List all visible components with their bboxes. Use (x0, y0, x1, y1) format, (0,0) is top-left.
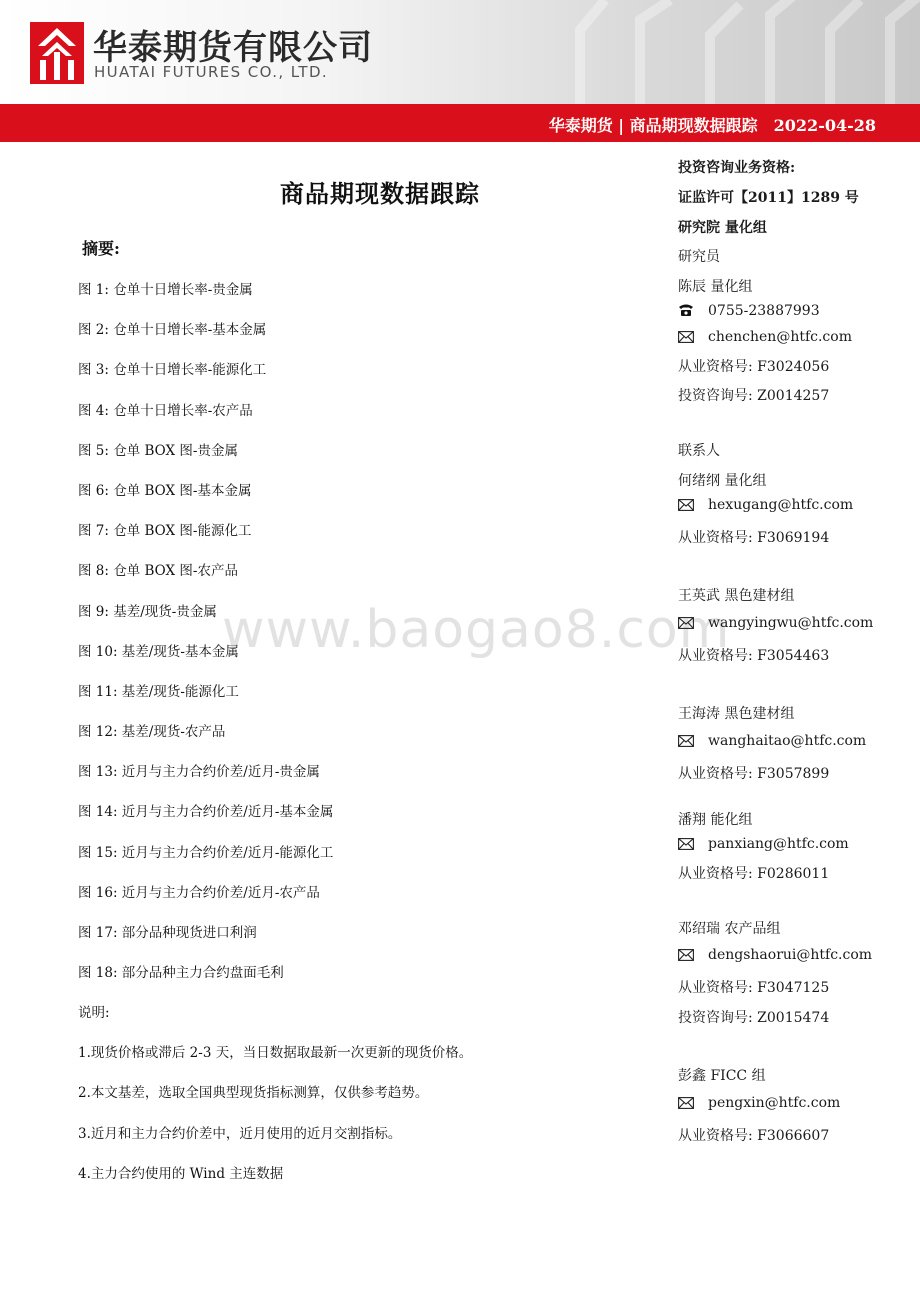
email-address[interactable]: pengxin@htfc.com (708, 1095, 841, 1111)
contact-name: 邓绍瑞 农产品组 (678, 921, 781, 937)
qualification-label: 投资咨询业务资格: (678, 160, 796, 176)
notes-heading: 说明: (78, 1005, 110, 1021)
email-address[interactable]: hexugang@htfc.com (708, 497, 854, 513)
contact-cert: 从业资格号: F3066607 (678, 1128, 830, 1144)
contact-name: 彭鑫 FICC 组 (678, 1068, 766, 1084)
title-bar (0, 104, 920, 142)
figure-list-item: 图 18: 部分品种主力合约盘面毛利 (78, 965, 284, 982)
note-item: 2.本文基差，选取全国典型现货指标测算，仅供参考趋势。 (78, 1085, 429, 1102)
document-title: 商品期现数据跟踪 (280, 179, 480, 208)
email-icon (678, 331, 696, 343)
email-address[interactable]: chenchen@htfc.com (708, 329, 852, 345)
contact-email[interactable] (678, 947, 872, 963)
header-decoration (560, 0, 920, 104)
figure-list-item: 图 15: 近月与主力合约价差/近月-能源化工 (78, 844, 334, 861)
figure-list (78, 280, 638, 1003)
figure-list-item: 图 7: 仓单 BOX 图-能源化工 (78, 523, 252, 540)
researcher-phone (678, 303, 820, 319)
summary-heading: 摘要: (82, 239, 120, 258)
report-date: 2022-04-28 (773, 116, 876, 135)
department: 研究院 量化组 (678, 220, 767, 236)
contact-name: 潘翔 能化组 (678, 812, 753, 828)
researcher-email[interactable] (678, 329, 852, 345)
figure-list-item: 图 3: 仓单十日增长率-能源化工 (78, 362, 267, 379)
contact-label: 联系人 (678, 443, 720, 459)
contact-cert: 从业资格号: F3054463 (678, 648, 830, 664)
figure-list-item: 图 9: 基差/现货-贵金属 (78, 603, 217, 620)
contact-email[interactable] (678, 497, 853, 513)
page-header (0, 0, 920, 104)
email-address[interactable]: dengshaorui@htfc.com (708, 947, 873, 963)
figure-list-item: 图 17: 部分品种现货进口利润 (78, 925, 257, 941)
figure-list-item: 图 10: 基差/现货-基本金属 (78, 643, 239, 660)
figure-list-item: 图 4: 仓单十日增长率-农产品 (78, 402, 253, 419)
contact-email[interactable] (678, 1095, 840, 1111)
bar-title: 华泰期货 | 商品期现数据跟踪 (548, 116, 758, 135)
contact-cert: 从业资格号: F3047125 (678, 980, 830, 996)
researcher-cert: 从业资格号: F3024056 (678, 359, 830, 375)
figure-list-item: 图 13: 近月与主力合约价差/近月-贵金属 (78, 764, 320, 781)
note-item: 3.近月和主力合约价差中，近月使用的近月交割指标。 (78, 1125, 402, 1142)
phone-icon (678, 303, 696, 317)
contact-email[interactable] (678, 615, 873, 631)
figure-list-item: 图 8: 仓单 BOX 图-农产品 (78, 563, 238, 580)
email-icon (678, 1097, 696, 1109)
huatai-logo-icon (30, 22, 84, 84)
email-address[interactable]: panxiang@htfc.com (708, 836, 849, 852)
license-number: 证监许可【2011】1289 号 (678, 190, 859, 206)
researcher-label: 研究员 (678, 249, 720, 265)
figure-list-item: 图 16: 近月与主力合约价差/近月-农产品 (78, 884, 320, 901)
email-icon (678, 499, 696, 511)
contact-cert: 从业资格号: F3057899 (678, 766, 830, 782)
contact-cert: 从业资格号: F0286011 (678, 866, 830, 882)
contact-email[interactable] (678, 733, 866, 749)
contact-email[interactable] (678, 836, 849, 852)
title-bar-text (549, 113, 876, 136)
figure-list-item: 图 2: 仓单十日增长率-基本金属 (78, 322, 267, 339)
figure-list-item: 图 11: 基差/现货-能源化工 (78, 683, 239, 700)
researcher-advisory: 投资咨询号: Z0014257 (678, 388, 830, 404)
brand-name-cn: 华泰期货有限公司 (93, 28, 373, 68)
figure-list-item: 图 5: 仓单 BOX 图-贵金属 (78, 442, 238, 459)
notes-section (78, 1003, 648, 1204)
watermark: www.baogao8.com (222, 600, 731, 660)
contact-name: 王英武 黑色建材组 (678, 588, 795, 604)
figure-list-item: 图 12: 基差/现货-农产品 (78, 724, 226, 741)
email-icon (678, 735, 696, 747)
figure-list-item: 图 1: 仓单十日增长率-贵金属 (78, 282, 253, 298)
email-address[interactable]: wangyingwu@htfc.com (708, 615, 874, 631)
phone-number: 0755-23887993 (708, 303, 820, 319)
email-icon (678, 838, 696, 850)
brand-name-en: HUATAI FUTURES CO., LTD. (94, 63, 329, 81)
email-icon (678, 949, 696, 961)
contact-advisory: 投资咨询号: Z0015474 (678, 1010, 830, 1026)
note-item: 1.现货价格或滞后 2-3 天，当日数据取最新一次更新的现货价格。 (78, 1045, 473, 1062)
contact-name: 何绪纲 量化组 (678, 473, 767, 489)
note-item: 4.主力合约使用的 Wind 主连数据 (78, 1165, 284, 1182)
email-icon (678, 617, 696, 629)
contact-name: 王海涛 黑色建材组 (678, 706, 795, 722)
researcher-name: 陈辰 量化组 (678, 279, 753, 295)
email-address[interactable]: wanghaitao@htfc.com (708, 733, 867, 749)
figure-list-item: 图 6: 仓单 BOX 图-基本金属 (78, 482, 252, 499)
figure-list-item: 图 14: 近月与主力合约价差/近月-基本金属 (78, 804, 334, 821)
contact-cert: 从业资格号: F3069194 (678, 530, 830, 546)
